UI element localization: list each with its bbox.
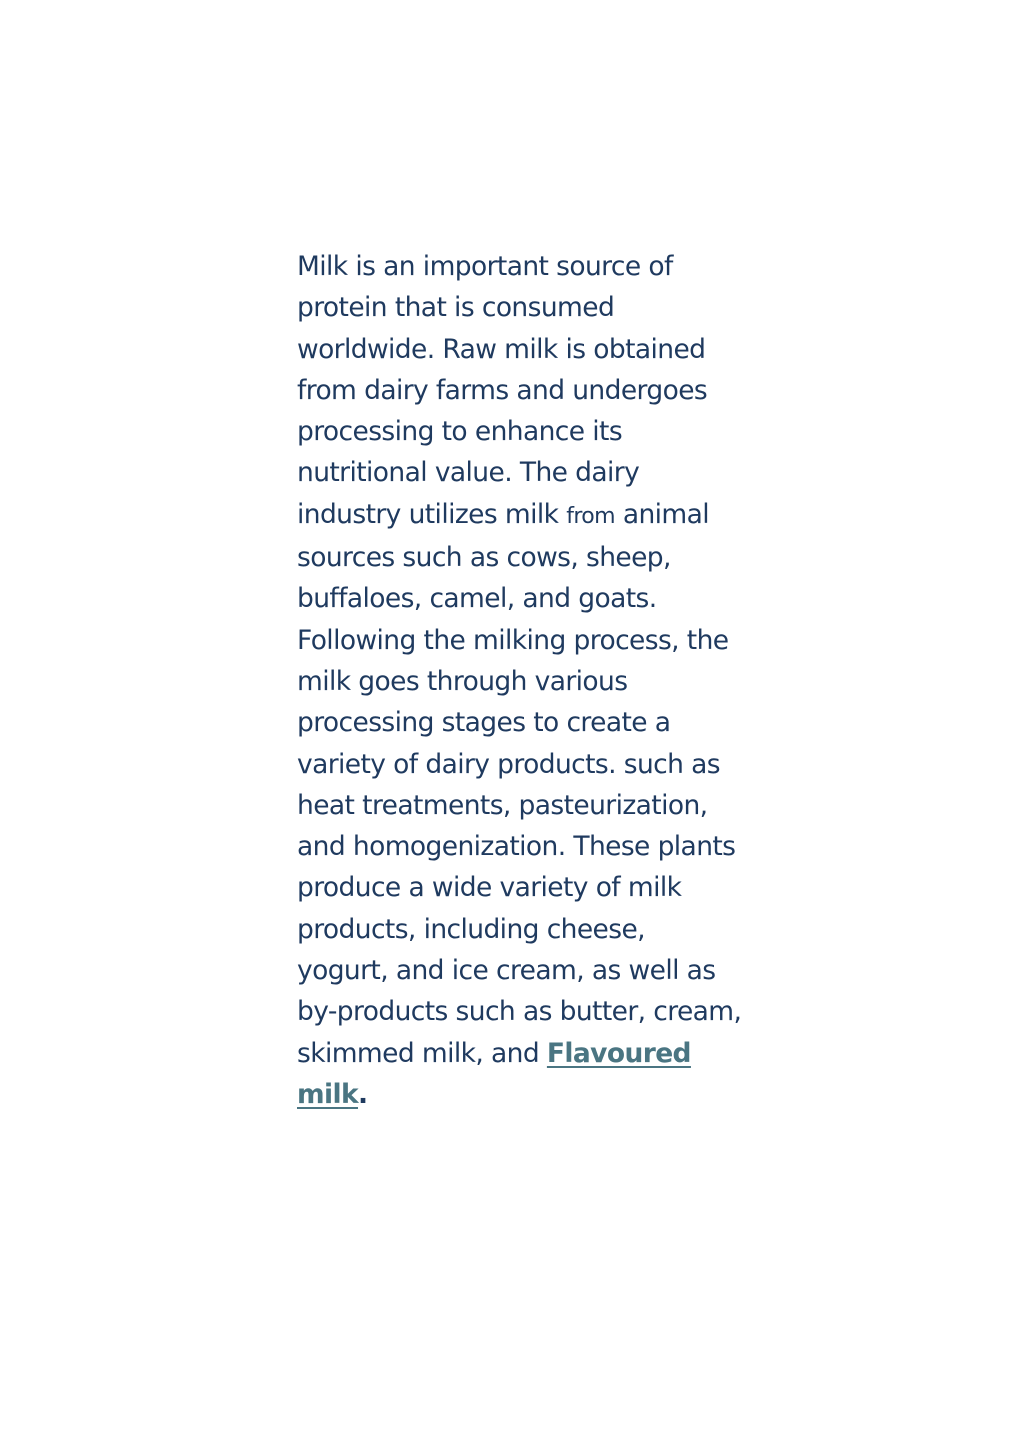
text-line: milk goes through various — [297, 665, 628, 697]
text-fragment-small: from — [566, 503, 616, 529]
text-line: products, including cheese, — [297, 913, 645, 945]
flavoured-milk-link-continued[interactable]: milk — [297, 1078, 359, 1110]
text-line: Following the milking process, the — [297, 624, 729, 656]
text-line: nutritional value. The dairy — [297, 457, 640, 489]
text-line: from dairy farms and undergoes — [297, 374, 708, 406]
text-fragment: industry utilizes milk — [297, 498, 567, 530]
text-line: heat treatments, pasteurization, — [297, 789, 708, 821]
text-fragment: animal — [615, 498, 710, 530]
text-line: variety of dairy products. such as — [297, 748, 720, 780]
text-line — [297, 1074, 797, 1115]
text-line: sources such as cows, sheep, — [297, 542, 671, 574]
text-line: worldwide. Raw milk is obtained — [297, 333, 706, 365]
text-line: and homogenization. These plants — [297, 831, 736, 863]
text-line: by-products such as butter, cream, — [297, 996, 742, 1028]
text-line: processing stages to create a — [297, 707, 671, 739]
body-paragraph — [297, 246, 797, 1115]
text-line: buffaloes, camel, and goats. — [297, 583, 657, 615]
text-line — [297, 494, 797, 537]
text-line: produce a wide variety of milk — [297, 872, 682, 904]
text-line: protein that is consumed — [297, 292, 615, 324]
text-line: yogurt, and ice cream, as well as — [297, 955, 716, 987]
sentence-period: . — [358, 1078, 368, 1110]
text-line: processing to enhance its — [297, 416, 623, 448]
text-fragment: skimmed milk, and — [297, 1037, 547, 1069]
text-line: Milk is an important source of — [297, 251, 673, 282]
flavoured-milk-link[interactable]: Flavoured — [546, 1037, 691, 1069]
text-line — [297, 1033, 797, 1074]
